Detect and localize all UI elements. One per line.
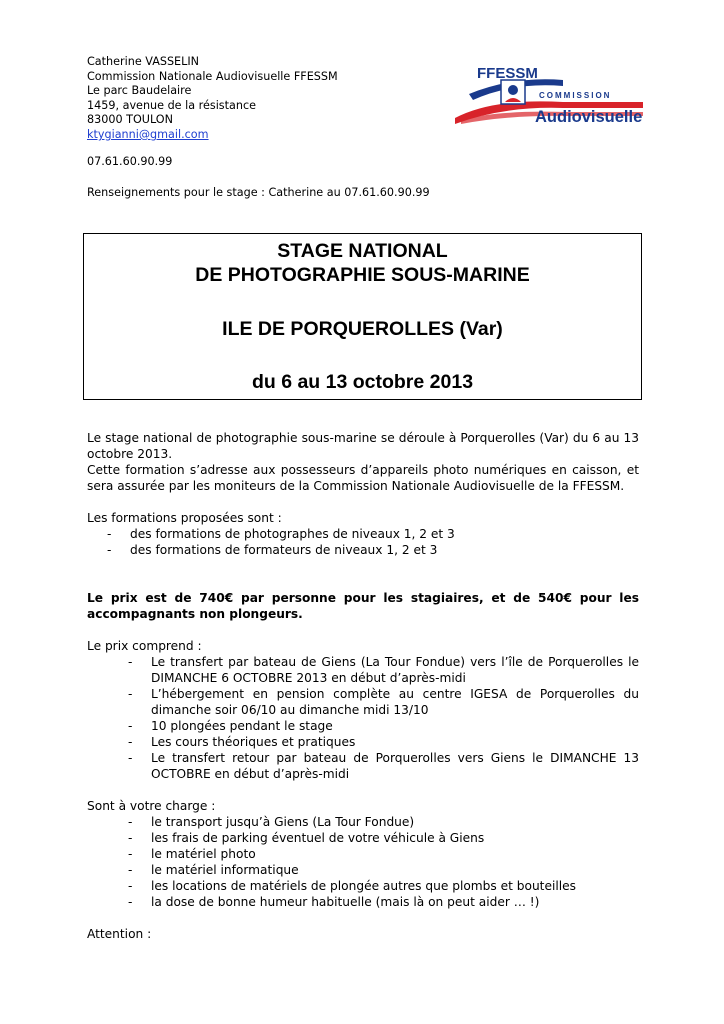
charges-list <box>87 814 639 910</box>
list-item: - les locations de matériels de plongée autres que plombs et bouteilles <box>128 879 576 893</box>
main-content <box>87 430 639 942</box>
list-item: - 10 plongées pendant le stage <box>128 719 333 733</box>
sender-address-line2: 1459, avenue de la résistance <box>87 98 256 112</box>
logo-line1: COMMISSION <box>539 91 612 100</box>
intro-paragraph-2: Cette formation s’adresse aux possesseurs d’appareils photo numériques en caisson, et sera assurée par les moniteurs de la Commission Nationale Audiovisuelle de la FFESSM. <box>87 463 639 493</box>
list-item: - le matériel informatique <box>128 863 299 877</box>
title-line1: STAGE NATIONAL <box>277 240 448 262</box>
info-contact: Renseignements pour le stage : Catherine au 07.61.60.90.99 <box>87 186 430 199</box>
formations-list <box>87 526 639 558</box>
list-item: - le transport jusqu’à Giens (La Tour Fondue) <box>128 815 415 829</box>
formations-heading: Les formations proposées sont : <box>87 511 282 525</box>
list-item: - la dose de bonne humeur habituelle (mais là on peut aider … !) <box>128 895 540 909</box>
list-item: - Le transfert par bateau de Giens (La Tour Fondue) vers l’île de Porquerolles le DIMANCHE 6 OCTOBRE 2013 en début d’après-midi <box>128 655 639 685</box>
price-statement: Le prix est de 740€ par personne pour les stagiaires, et de 540€ pour les accompagnants non plongeurs. <box>87 591 639 621</box>
list-item: - L’hébergement en pension complète au centre IGESA de Porquerolles du dimanche soir 06/10 au dimanche midi 13/10 <box>128 687 639 717</box>
logo-line2: Audiovisuelle <box>535 108 643 126</box>
list-item: - des formations de photographes de niveaux 1, 2 et 3 <box>107 527 455 541</box>
title-box <box>83 233 642 400</box>
attention-heading: Attention : <box>87 927 152 941</box>
list-item: - le matériel photo <box>128 847 256 861</box>
sender-city: 83000 TOULON <box>87 113 173 127</box>
charges-heading: Sont à votre charge : <box>87 799 216 813</box>
ffessm-audiovisuelle-logo <box>453 58 649 128</box>
list-item: - des formations de formateurs de niveaux 1, 2 et 3 <box>107 543 438 557</box>
title-location: ILE DE PORQUEROLLES (Var) <box>222 318 503 340</box>
sender-address-line1: Le parc Baudelaire <box>87 84 192 98</box>
list-item: - Le transfert retour par bateau de Porquerolles vers Giens le DIMANCHE 13 OCTOBRE en début d’après-midi <box>128 751 639 781</box>
title-line2: DE PHOTOGRAPHIE SOUS-MARINE <box>195 264 530 286</box>
list-item: - Les cours théoriques et pratiques <box>128 735 356 749</box>
sender-org: Commission Nationale Audiovisuelle FFESSM <box>87 69 338 83</box>
logo-brand: FFESSM <box>477 65 538 82</box>
includes-list <box>87 654 639 782</box>
list-item: - les frais de parking éventuel de votre véhicule à Giens <box>128 831 485 845</box>
sender-phone: 07.61.60.90.99 <box>87 155 173 168</box>
includes-heading: Le prix comprend : <box>87 639 202 653</box>
intro-paragraph-1: Le stage national de photographie sous-marine se déroule à Porquerolles (Var) du 6 au 13 octobre 2013. <box>87 431 639 461</box>
sender-email-link[interactable]: ktygianni@gmail.com <box>87 127 209 141</box>
title-dates: du 6 au 13 octobre 2013 <box>251 371 474 393</box>
sender-name: Catherine VASSELIN <box>87 55 200 68</box>
sender-address <box>87 55 427 143</box>
